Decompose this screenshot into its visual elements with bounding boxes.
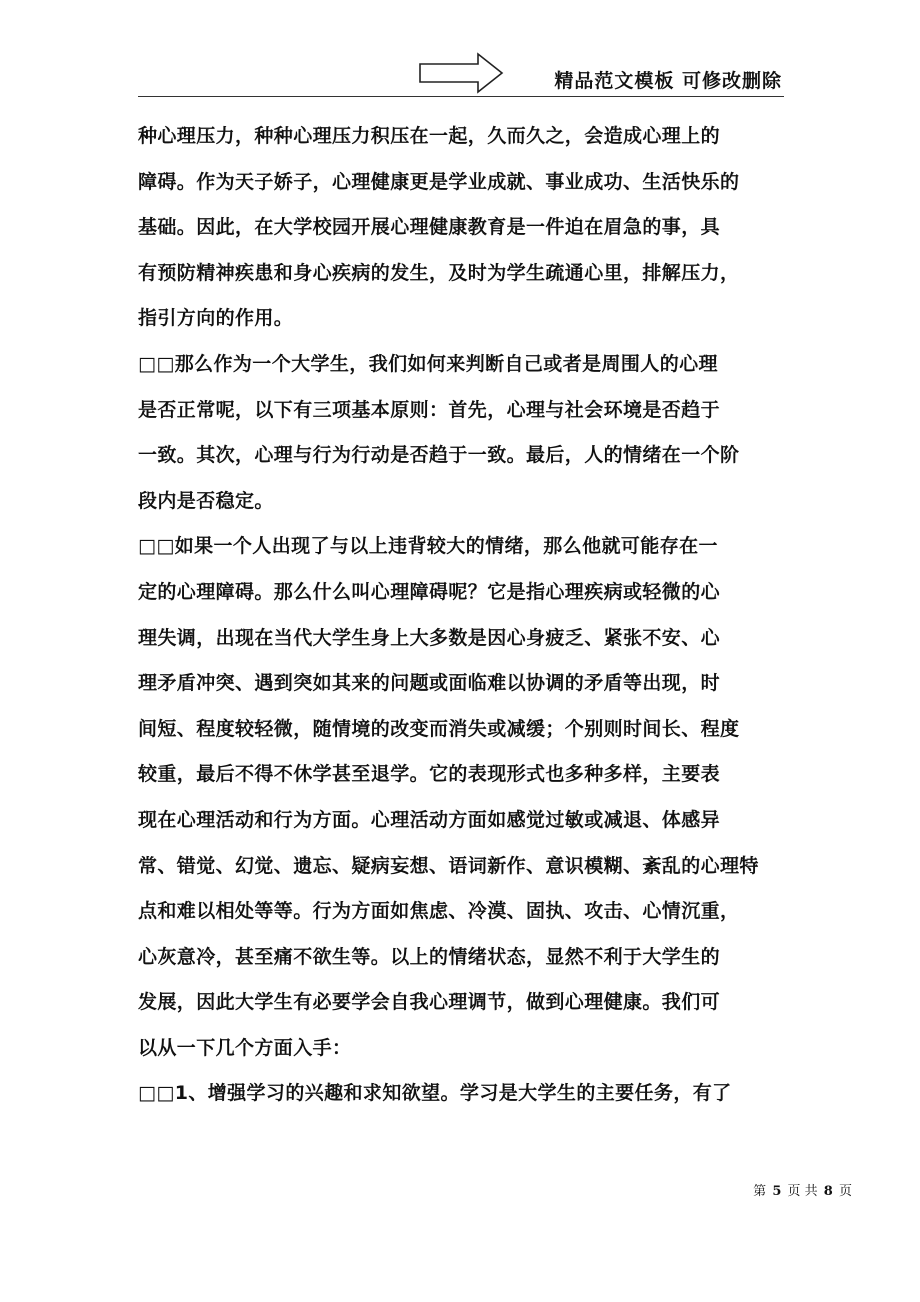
- right-arrow-icon: [418, 52, 504, 94]
- text-line: 间短、程度较轻微，随情境的改变而消失或减缓；个别则时间长、程度: [138, 717, 740, 740]
- text-line: 点和难以相处等等。行为方面如焦虑、冷漠、固执、攻击、心情沉重，: [138, 900, 740, 923]
- text-line: 以从一下几个方面入手：: [138, 1036, 352, 1059]
- text-line: □□如果一个人出现了与以上违背较大的情绪，那么他就可能存在一: [138, 535, 718, 558]
- paragraph-disorder: [138, 524, 788, 1071]
- page-number: 5: [772, 1184, 782, 1199]
- text-line: 常、错觉、幻觉、遗忘、疑病妄想、语词新作、意识模糊、紊乱的心理特: [138, 854, 759, 877]
- document-body: [138, 114, 788, 1117]
- text-line: 段内是否稳定。: [138, 489, 274, 512]
- text-line: □□1、增强学习的兴趣和求知欲望。学习是大学生的主要任务，有了: [138, 1082, 732, 1105]
- text-line: 理失调，出现在当代大学生身上大多数是因心身疲乏、紧张不安、心: [138, 626, 721, 649]
- text-line: 现在心理活动和行为方面。心理活动方面如感觉过敏或减退、体感异: [138, 808, 721, 831]
- text-line: 种心理压力，种种心理压力积压在一起，久而久之，会造成心理上的: [138, 125, 721, 147]
- page-header: [138, 48, 784, 100]
- text-line: 障碍。作为天子娇子，心理健康更是学业成就、事业成功、生活快乐的: [138, 170, 740, 193]
- footer-prefix: 第: [753, 1184, 767, 1199]
- text-line: 发展，因此大学生有必要学会自我心理调节，做到心理健康。我们可: [138, 991, 721, 1014]
- text-line: 定的心理障碍。那么什么叫心理障碍呢？它是指心理疾病或轻微的心: [138, 580, 721, 603]
- text-line: 较重，最后不得不休学甚至退学。它的表现形式也多种多样，主要表: [138, 763, 721, 786]
- text-line: 是否正常呢，以下有三项基本原则：首先，心理与社会环境是否趋于: [138, 398, 721, 421]
- footer-suffix: 页: [838, 1184, 852, 1199]
- text-line: □□那么作为一个大学生，我们如何来判断自己或者是周围人的心理: [138, 352, 718, 375]
- text-line: 一致。其次，心理与行为行动是否趋于一致。最后，人的情绪在一个阶: [138, 444, 740, 467]
- text-line: 指引方向的作用。: [138, 307, 294, 330]
- page-footer: [753, 1180, 852, 1199]
- header-divider: [138, 96, 784, 97]
- text-line: 基础。因此，在大学校园开展心理健康教育是一件迫在眉急的事，具: [138, 216, 721, 239]
- text-line: 理矛盾冲突、遇到突如其来的问题或面临难以协调的矛盾等出现，时: [138, 672, 721, 695]
- page-total: 8: [823, 1184, 833, 1199]
- paragraph-intro: [138, 114, 788, 342]
- text-line: 有预防精神疾患和身心疾病的发生，及时为学生疏通心里，排解压力，: [138, 261, 740, 284]
- text-line: 心灰意冷，甚至痛不欲生等。以上的情绪状态，显然不利于大学生的: [138, 945, 721, 968]
- paragraph-point-1: [138, 1071, 788, 1117]
- footer-middle: 页 共: [787, 1184, 818, 1199]
- header-title: 精品范文模板 可修改删除: [554, 70, 782, 92]
- paragraph-criteria: [138, 342, 788, 524]
